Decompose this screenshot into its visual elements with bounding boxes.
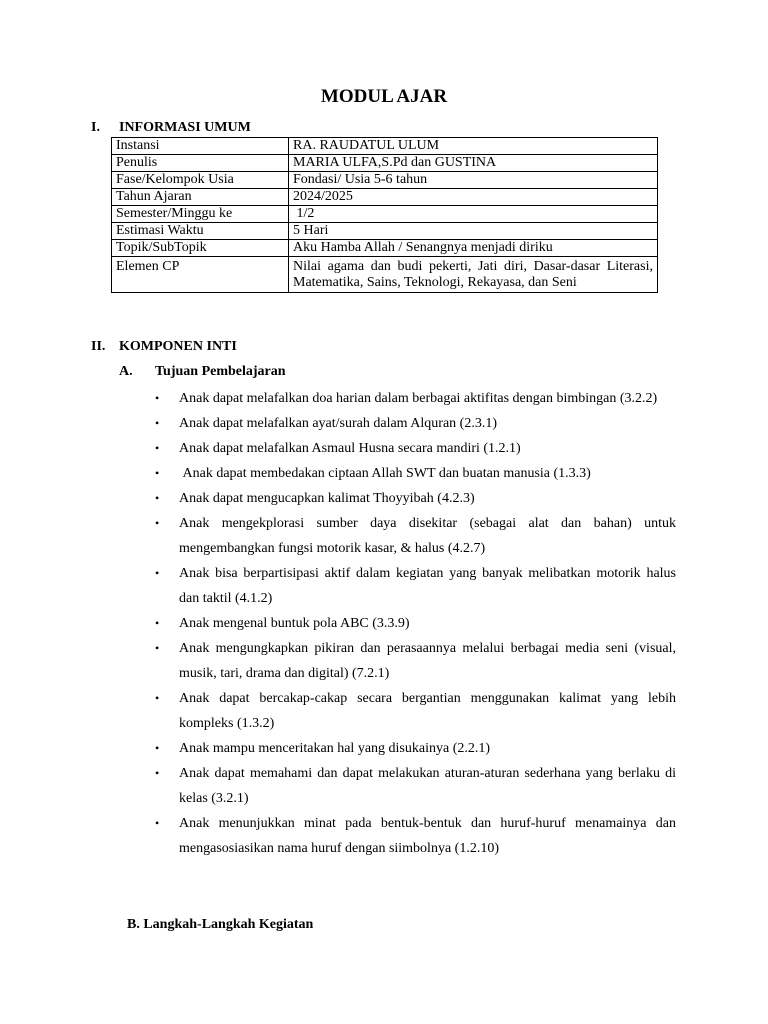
bullet-icon: • (155, 691, 160, 705)
info-key: Penulis (112, 155, 289, 172)
goal-text: Anak dapat membedakan ciptaan Allah SWT dan buatan manusia (1.3.3) (179, 466, 591, 481)
goal-text: Anak dapat melafalkan ayat/surah dalam Alquran (2.3.1) (179, 416, 497, 431)
list-item (155, 811, 680, 861)
list-item (155, 761, 680, 811)
info-key: Elemen CP (112, 257, 289, 293)
goal-text: Anak dapat mengucapkan kalimat Thoyyibah (4.2.3) (179, 491, 475, 506)
info-row (112, 138, 658, 155)
list-item (155, 611, 676, 636)
info-value: Nilai agama dan budi pekerti, Jati diri, Dasar-dasar Literasi, Matematika, Sains, Teknologi, Rekayasa, dan Seni (289, 257, 658, 293)
list-item (155, 461, 676, 486)
list-item (155, 486, 676, 511)
info-row (112, 257, 658, 293)
bullet-icon: • (155, 416, 160, 430)
info-value: 1/2 (289, 206, 658, 223)
subsection-label: Tujuan Pembelajaran (155, 364, 286, 379)
info-key: Topik/SubTopik (112, 240, 289, 257)
section-label: KOMPONEN INTI (119, 339, 237, 354)
list-item (155, 411, 676, 436)
info-value: 5 Hari (289, 223, 658, 240)
bullet-icon: • (155, 491, 160, 505)
info-key: Tahun Ajaran (112, 189, 289, 206)
goal-text: Anak dapat bercakap-cakap secara bergantian menggunakan kalimat yang lebih kompleks (1.3.2) (179, 691, 680, 731)
bullet-icon: • (155, 441, 160, 455)
list-item (155, 736, 676, 761)
info-key: Semester/Minggu ke (112, 206, 289, 223)
info-table (111, 137, 658, 293)
info-key: Fase/Kelompok Usia (112, 172, 289, 189)
bullet-icon: • (155, 741, 160, 755)
info-key: Instansi (112, 138, 289, 155)
bullet-icon: • (155, 466, 160, 480)
info-row (112, 240, 658, 257)
section-informasi-umum (0, 120, 768, 138)
bullet-icon: • (155, 616, 160, 630)
goal-text: Anak dapat memahami dan dapat melakukan aturan-aturan sederhana yang berlaku di kelas (3.2.1) (179, 766, 680, 806)
bullet-icon: • (155, 766, 160, 780)
section-komponen-inti (0, 339, 768, 357)
info-row (112, 189, 658, 206)
list-item (155, 436, 676, 461)
list-item (155, 561, 680, 611)
learning-goals-list (155, 386, 680, 861)
bullet-icon: • (155, 391, 160, 405)
goal-text: Anak dapat melafalkan doa harian dalam berbagai aktifitas dengan bimbingan (3.2.2) (179, 391, 658, 406)
info-key: Estimasi Waktu (112, 223, 289, 240)
page-title: MODUL AJAR (320, 86, 448, 107)
section-number: II. (91, 339, 106, 354)
goal-text: Anak mengenal buntuk pola ABC (3.3.9) (179, 616, 410, 631)
info-row (112, 172, 658, 189)
info-value: MARIA ULFA,S.Pd dan GUSTINA (289, 155, 658, 172)
info-value: RA. RAUDATUL ULUM (289, 138, 658, 155)
info-value: Aku Hamba Allah / Senangnya menjadi diriku (289, 240, 658, 257)
info-value: 2024/2025 (289, 189, 658, 206)
bullet-icon: • (155, 566, 160, 580)
info-row (112, 223, 658, 240)
goal-text: Anak dapat melafalkan Asmaul Husna secara mandiri (1.2.1) (179, 441, 521, 456)
goal-text: Anak mampu menceritakan hal yang disukainya (2.2.1) (179, 741, 491, 756)
subsection-tujuan-pembelajaran (119, 364, 286, 380)
info-row (112, 206, 658, 223)
info-row (112, 155, 658, 172)
goal-text: Anak menunjukkan minat pada bentuk-bentuk dan huruf-huruf menamainya dan mengasosiasikan nama huruf dengan siimbolnya (1.2.10) (179, 816, 680, 856)
goal-text: Anak mengekplorasi sumber daya disekitar (sebagai alat dan bahan) untuk mengembangkan fungsi motorik kasar, & halus (4.2.7) (179, 516, 680, 556)
bullet-icon: • (155, 516, 160, 530)
list-item (155, 636, 680, 686)
list-item (155, 686, 680, 736)
subsection-langkah-kegiatan: B. Langkah-Langkah Kegiatan (127, 917, 314, 932)
section-label: INFORMASI UMUM (119, 120, 251, 135)
goal-text: Anak bisa berpartisipasi aktif dalam kegiatan yang banyak melibatkan motorik halus dan taktil (4.1.2) (179, 566, 680, 606)
section-number: I. (91, 120, 100, 135)
goal-text: Anak mengungkapkan pikiran dan perasaannya melalui berbagai media seni (visual, musik, tari, drama dan digital) (7.2.1) (179, 641, 680, 681)
subsection-number: A. (119, 364, 133, 379)
list-item (155, 386, 676, 411)
info-value: Fondasi/ Usia 5-6 tahun (289, 172, 658, 189)
list-item (155, 511, 680, 561)
bullet-icon: • (155, 641, 160, 655)
bullet-icon: • (155, 816, 160, 830)
